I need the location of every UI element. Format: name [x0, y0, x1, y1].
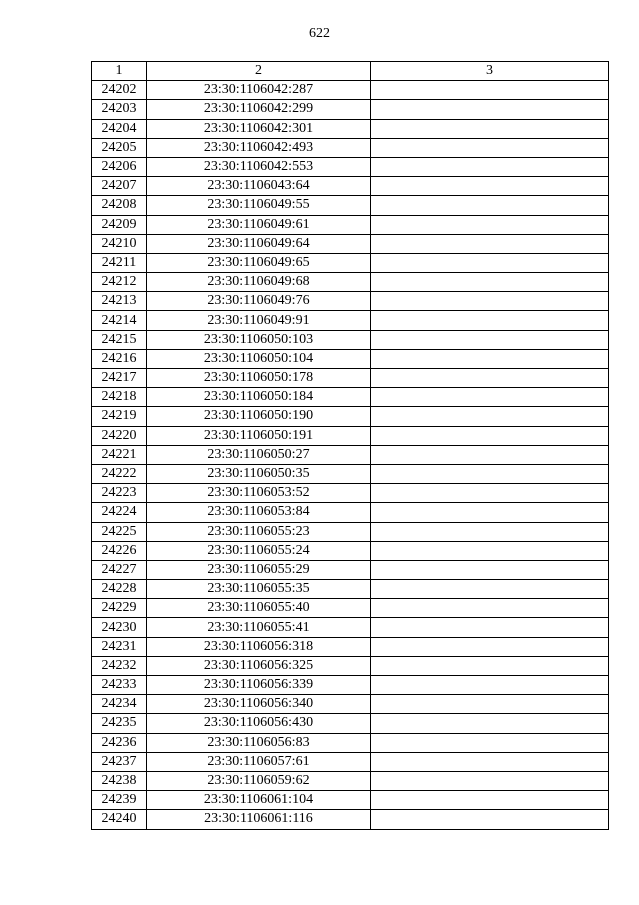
cadastral-number-cell: 23:30:1106055:41 [147, 618, 371, 637]
note-cell [371, 484, 609, 503]
cadastral-number-cell: 23:30:1106049:68 [147, 273, 371, 292]
table-row [92, 177, 609, 196]
table-row [92, 215, 609, 234]
cadastral-number-cell: 23:30:1106056:83 [147, 733, 371, 752]
row-number-cell: 24207 [92, 177, 147, 196]
note-cell [371, 407, 609, 426]
row-number-cell: 24220 [92, 426, 147, 445]
column-header-1: 1 [92, 62, 147, 81]
table-row [92, 234, 609, 253]
note-cell [371, 695, 609, 714]
table-row [92, 138, 609, 157]
table-row [92, 714, 609, 733]
row-number-cell: 24219 [92, 407, 147, 426]
cadastral-number-cell: 23:30:1106042:299 [147, 100, 371, 119]
table-row [92, 369, 609, 388]
table-row [92, 407, 609, 426]
note-cell [371, 676, 609, 695]
cadastral-number-cell: 23:30:1106055:23 [147, 522, 371, 541]
cadastral-number-cell: 23:30:1106050:103 [147, 330, 371, 349]
cadastral-number-cell: 23:30:1106049:76 [147, 292, 371, 311]
note-cell [371, 234, 609, 253]
table-row [92, 580, 609, 599]
note-cell [371, 273, 609, 292]
cadastral-number-cell: 23:30:1106043:64 [147, 177, 371, 196]
cadastral-number-cell: 23:30:1106056:340 [147, 695, 371, 714]
note-cell [371, 177, 609, 196]
cadastral-number-cell: 23:30:1106050:184 [147, 388, 371, 407]
cadastral-number-cell: 23:30:1106050:178 [147, 369, 371, 388]
row-number-cell: 24217 [92, 369, 147, 388]
note-cell [371, 445, 609, 464]
table-row [92, 157, 609, 176]
note-cell [371, 714, 609, 733]
row-number-cell: 24221 [92, 445, 147, 464]
note-cell [371, 580, 609, 599]
note-cell [371, 810, 609, 829]
table-row [92, 810, 609, 829]
note-cell [371, 330, 609, 349]
table-row [92, 426, 609, 445]
row-number-cell: 24226 [92, 541, 147, 560]
note-cell [371, 637, 609, 656]
table-row [92, 292, 609, 311]
cadastral-number-cell: 23:30:1106053:52 [147, 484, 371, 503]
row-number-cell: 24211 [92, 253, 147, 272]
table-row [92, 752, 609, 771]
table-row [92, 656, 609, 675]
cadastral-number-cell: 23:30:1106061:116 [147, 810, 371, 829]
table-row [92, 733, 609, 752]
row-number-cell: 24212 [92, 273, 147, 292]
cadastral-number-cell: 23:30:1106055:35 [147, 580, 371, 599]
row-number-cell: 24202 [92, 81, 147, 100]
column-header-2: 2 [147, 62, 371, 81]
table-row [92, 253, 609, 272]
note-cell [371, 618, 609, 637]
cadastral-number-cell: 23:30:1106059:62 [147, 771, 371, 790]
note-cell [371, 81, 609, 100]
cadastral-number-cell: 23:30:1106049:61 [147, 215, 371, 234]
cadastral-number-cell: 23:30:1106055:24 [147, 541, 371, 560]
note-cell [371, 464, 609, 483]
note-cell [371, 157, 609, 176]
table-row [92, 330, 609, 349]
row-number-cell: 24232 [92, 656, 147, 675]
table-header-row [92, 62, 609, 81]
row-number-cell: 24210 [92, 234, 147, 253]
cadastral-number-cell: 23:30:1106049:64 [147, 234, 371, 253]
table-row [92, 388, 609, 407]
row-number-cell: 24239 [92, 791, 147, 810]
row-number-cell: 24215 [92, 330, 147, 349]
note-cell [371, 349, 609, 368]
cadastral-number-cell: 23:30:1106042:493 [147, 138, 371, 157]
row-number-cell: 24218 [92, 388, 147, 407]
cadastral-number-cell: 23:30:1106042:287 [147, 81, 371, 100]
table-row [92, 522, 609, 541]
note-cell [371, 522, 609, 541]
table-row [92, 464, 609, 483]
cadastral-number-cell: 23:30:1106050:35 [147, 464, 371, 483]
table-row [92, 599, 609, 618]
table-row [92, 349, 609, 368]
table-row [92, 541, 609, 560]
row-number-cell: 24205 [92, 138, 147, 157]
table-row [92, 791, 609, 810]
cadastral-number-cell: 23:30:1106049:91 [147, 311, 371, 330]
note-cell [371, 541, 609, 560]
table-row [92, 273, 609, 292]
note-cell [371, 503, 609, 522]
row-number-cell: 24234 [92, 695, 147, 714]
row-number-cell: 24204 [92, 119, 147, 138]
table-row [92, 311, 609, 330]
column-header-3: 3 [371, 62, 609, 81]
note-cell [371, 253, 609, 272]
row-number-cell: 24223 [92, 484, 147, 503]
row-number-cell: 24222 [92, 464, 147, 483]
cadastral-number-cell: 23:30:1106055:29 [147, 560, 371, 579]
cadastral-number-cell: 23:30:1106050:190 [147, 407, 371, 426]
table-body [92, 81, 609, 829]
row-number-cell: 24209 [92, 215, 147, 234]
row-number-cell: 24203 [92, 100, 147, 119]
cadastral-number-cell: 23:30:1106042:553 [147, 157, 371, 176]
cadastral-number-cell: 23:30:1106056:430 [147, 714, 371, 733]
table-row [92, 100, 609, 119]
note-cell [371, 311, 609, 330]
note-cell [371, 100, 609, 119]
note-cell [371, 196, 609, 215]
row-number-cell: 24233 [92, 676, 147, 695]
note-cell [371, 560, 609, 579]
table-row [92, 196, 609, 215]
row-number-cell: 24229 [92, 599, 147, 618]
table-row [92, 771, 609, 790]
cadastral-number-cell: 23:30:1106056:339 [147, 676, 371, 695]
note-cell [371, 752, 609, 771]
row-number-cell: 24236 [92, 733, 147, 752]
page-number: 622 [309, 26, 330, 41]
row-number-cell: 24240 [92, 810, 147, 829]
row-number-cell: 24237 [92, 752, 147, 771]
row-number-cell: 24208 [92, 196, 147, 215]
cadastral-number-cell: 23:30:1106056:318 [147, 637, 371, 656]
table-row [92, 618, 609, 637]
row-number-cell: 24225 [92, 522, 147, 541]
row-number-cell: 24235 [92, 714, 147, 733]
row-number-cell: 24214 [92, 311, 147, 330]
note-cell [371, 369, 609, 388]
cadastral-number-cell: 23:30:1106050:27 [147, 445, 371, 464]
row-number-cell: 24227 [92, 560, 147, 579]
cadastral-number-cell: 23:30:1106053:84 [147, 503, 371, 522]
note-cell [371, 599, 609, 618]
row-number-cell: 24216 [92, 349, 147, 368]
row-number-cell: 24224 [92, 503, 147, 522]
note-cell [371, 426, 609, 445]
note-cell [371, 733, 609, 752]
table-row [92, 695, 609, 714]
table-row [92, 560, 609, 579]
row-number-cell: 24238 [92, 771, 147, 790]
table-row [92, 484, 609, 503]
cadastral-number-cell: 23:30:1106061:104 [147, 791, 371, 810]
note-cell [371, 791, 609, 810]
cadastral-number-cell: 23:30:1106057:61 [147, 752, 371, 771]
note-cell [371, 215, 609, 234]
table-row [92, 445, 609, 464]
note-cell [371, 388, 609, 407]
row-number-cell: 24231 [92, 637, 147, 656]
row-number-cell: 24230 [92, 618, 147, 637]
cadastral-number-cell: 23:30:1106050:104 [147, 349, 371, 368]
note-cell [371, 119, 609, 138]
cadastral-number-cell: 23:30:1106056:325 [147, 656, 371, 675]
note-cell [371, 771, 609, 790]
cadastral-number-cell: 23:30:1106050:191 [147, 426, 371, 445]
row-number-cell: 24213 [92, 292, 147, 311]
note-cell [371, 138, 609, 157]
cadastral-number-cell: 23:30:1106042:301 [147, 119, 371, 138]
cadastral-number-cell: 23:30:1106049:55 [147, 196, 371, 215]
row-number-cell: 24206 [92, 157, 147, 176]
note-cell [371, 292, 609, 311]
table-row [92, 676, 609, 695]
row-number-cell: 24228 [92, 580, 147, 599]
note-cell [371, 656, 609, 675]
registry-table [91, 61, 609, 830]
table-row [92, 81, 609, 100]
table-row [92, 637, 609, 656]
cadastral-number-cell: 23:30:1106055:40 [147, 599, 371, 618]
cadastral-number-cell: 23:30:1106049:65 [147, 253, 371, 272]
table-row [92, 119, 609, 138]
table-row [92, 503, 609, 522]
